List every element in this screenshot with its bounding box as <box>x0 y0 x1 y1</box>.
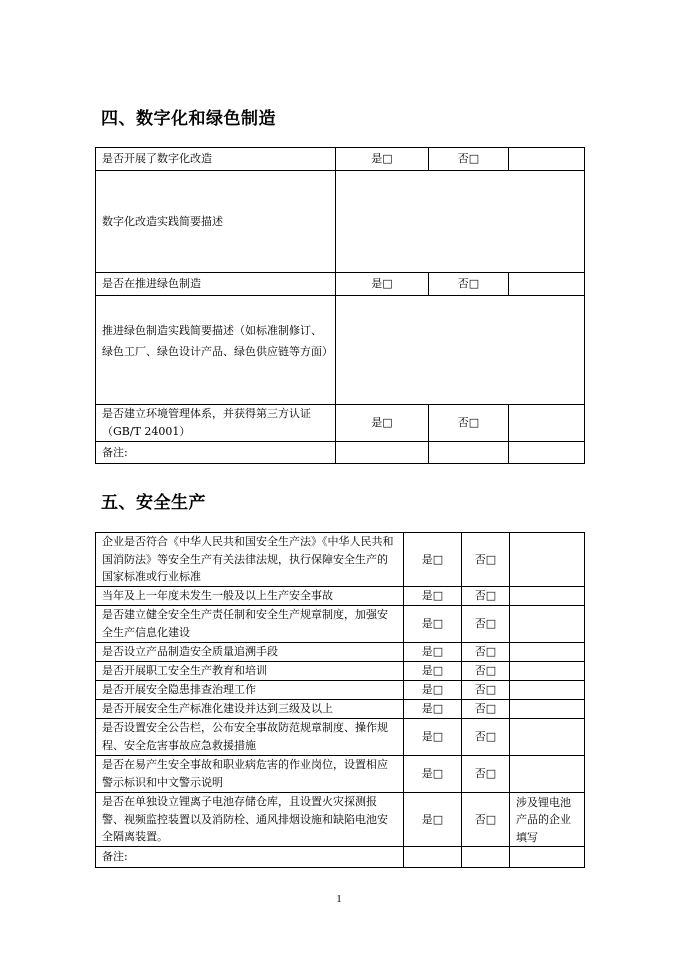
note-cell[interactable] <box>509 148 585 171</box>
no-option[interactable]: 否□ <box>462 792 510 847</box>
table-row <box>96 442 585 464</box>
section5-heading: 五、安全生产 <box>101 493 206 513</box>
remarks-label: 备注: <box>96 442 336 464</box>
note-cell[interactable] <box>510 642 585 661</box>
note-cell: 涉及锂电池产品的企业填写 <box>510 792 585 847</box>
yes-option[interactable]: 是□ <box>404 718 462 755</box>
no-option[interactable]: 否□ <box>429 405 509 442</box>
question-cell: 是否在单独设立锂离子电池存储仓库，且设置火灾探测报警、视频监控装置以及消防栓、通风排烟设施和缺陷电池安全隔离装置。 <box>96 792 404 847</box>
question-cell: 是否建立健全安全生产责任制和安全生产规章制度，加强安全生产信息化建设 <box>96 605 404 642</box>
page-number: 1 <box>336 893 342 905</box>
table-row <box>96 792 585 847</box>
remarks-label: 备注: <box>96 847 404 868</box>
safety-production-table <box>95 532 585 868</box>
question-cell: 是否设置安全公告栏，公布安全事故防范规章制度、操作规程、安全危害事故应急救援措施 <box>96 718 404 755</box>
note-cell[interactable] <box>510 699 585 718</box>
yes-option[interactable]: 是□ <box>404 792 462 847</box>
no-option[interactable]: 否□ <box>462 587 510 606</box>
note-cell[interactable] <box>510 755 585 792</box>
yes-option[interactable]: 是□ <box>404 699 462 718</box>
no-option[interactable]: 否□ <box>462 680 510 699</box>
question-cell: 是否开展安全生产标准化建设并达到三级及以上 <box>96 699 404 718</box>
remarks-cell[interactable] <box>462 847 510 868</box>
no-option[interactable]: 否□ <box>429 273 509 296</box>
yes-option[interactable]: 是□ <box>336 273 429 296</box>
section4-heading: 四、数字化和绿色制造 <box>101 109 276 129</box>
table-row <box>96 273 585 296</box>
table-row <box>96 587 585 606</box>
yes-option[interactable]: 是□ <box>404 642 462 661</box>
question-cell: 企业是否符合《中华人民共和国安全生产法》《中华人民共和国消防法》等安全生产有关法律法规，执行保障安全生产的国家标准或行业标准 <box>96 533 404 587</box>
question-cell: 是否开展职工安全生产教育和培训 <box>96 661 404 680</box>
answer-cell[interactable] <box>336 171 585 273</box>
remarks-cell[interactable] <box>429 442 509 464</box>
digital-green-table <box>95 147 585 464</box>
question-cell: 当年及上一年度未发生一般及以上生产安全事故 <box>96 587 404 606</box>
yes-option[interactable]: 是□ <box>404 587 462 606</box>
no-option[interactable]: 否□ <box>462 533 510 587</box>
table-row <box>96 699 585 718</box>
no-option[interactable]: 否□ <box>462 699 510 718</box>
table-row <box>96 296 585 405</box>
no-option[interactable]: 否□ <box>462 642 510 661</box>
table-row <box>96 605 585 642</box>
yes-option[interactable]: 是□ <box>404 533 462 587</box>
table-row <box>96 405 585 442</box>
remarks-cell[interactable] <box>510 847 585 868</box>
table-row <box>96 847 585 868</box>
table-row <box>96 755 585 792</box>
table-row <box>96 642 585 661</box>
yes-option[interactable]: 是□ <box>404 755 462 792</box>
table-row <box>96 718 585 755</box>
yes-option[interactable]: 是□ <box>404 605 462 642</box>
remarks-cell[interactable] <box>336 442 429 464</box>
note-cell[interactable] <box>510 661 585 680</box>
question-cell: 推进绿色制造实践简要描述（如标准制修订、绿色工厂、绿色设计产品、绿色供应链等方面） <box>96 296 336 405</box>
question-cell: 是否开展安全隐患排查治理工作 <box>96 680 404 699</box>
note-cell[interactable] <box>510 605 585 642</box>
question-cell: 是否在推进绿色制造 <box>96 273 336 296</box>
table-row <box>96 148 585 171</box>
question-cell: 是否建立环境管理体系，并获得第三方认证（GB/T 24001） <box>96 405 336 442</box>
table-row <box>96 661 585 680</box>
note-cell[interactable] <box>510 718 585 755</box>
table-row <box>96 680 585 699</box>
question-cell: 是否在易产生安全事故和职业病危害的作业岗位，设置相应警示标识和中文警示说明 <box>96 755 404 792</box>
table-row <box>96 533 585 587</box>
table-row <box>96 171 585 273</box>
note-cell[interactable] <box>509 405 585 442</box>
answer-cell[interactable] <box>336 296 585 405</box>
no-option[interactable]: 否□ <box>462 605 510 642</box>
remarks-cell[interactable] <box>509 442 585 464</box>
no-option[interactable]: 否□ <box>462 718 510 755</box>
note-cell[interactable] <box>509 273 585 296</box>
question-cell: 数字化改造实践简要描述 <box>96 171 336 273</box>
no-option[interactable]: 否□ <box>462 661 510 680</box>
no-option[interactable]: 否□ <box>462 755 510 792</box>
question-cell: 是否设立产品制造安全质量追溯手段 <box>96 642 404 661</box>
yes-option[interactable]: 是□ <box>404 680 462 699</box>
no-option[interactable]: 否□ <box>429 148 509 171</box>
note-cell[interactable] <box>510 680 585 699</box>
yes-option[interactable]: 是□ <box>336 148 429 171</box>
remarks-cell[interactable] <box>404 847 462 868</box>
yes-option[interactable]: 是□ <box>404 661 462 680</box>
yes-option[interactable]: 是□ <box>336 405 429 442</box>
question-cell: 是否开展了数字化改造 <box>96 148 336 171</box>
note-cell[interactable] <box>510 587 585 606</box>
note-cell[interactable] <box>510 533 585 587</box>
